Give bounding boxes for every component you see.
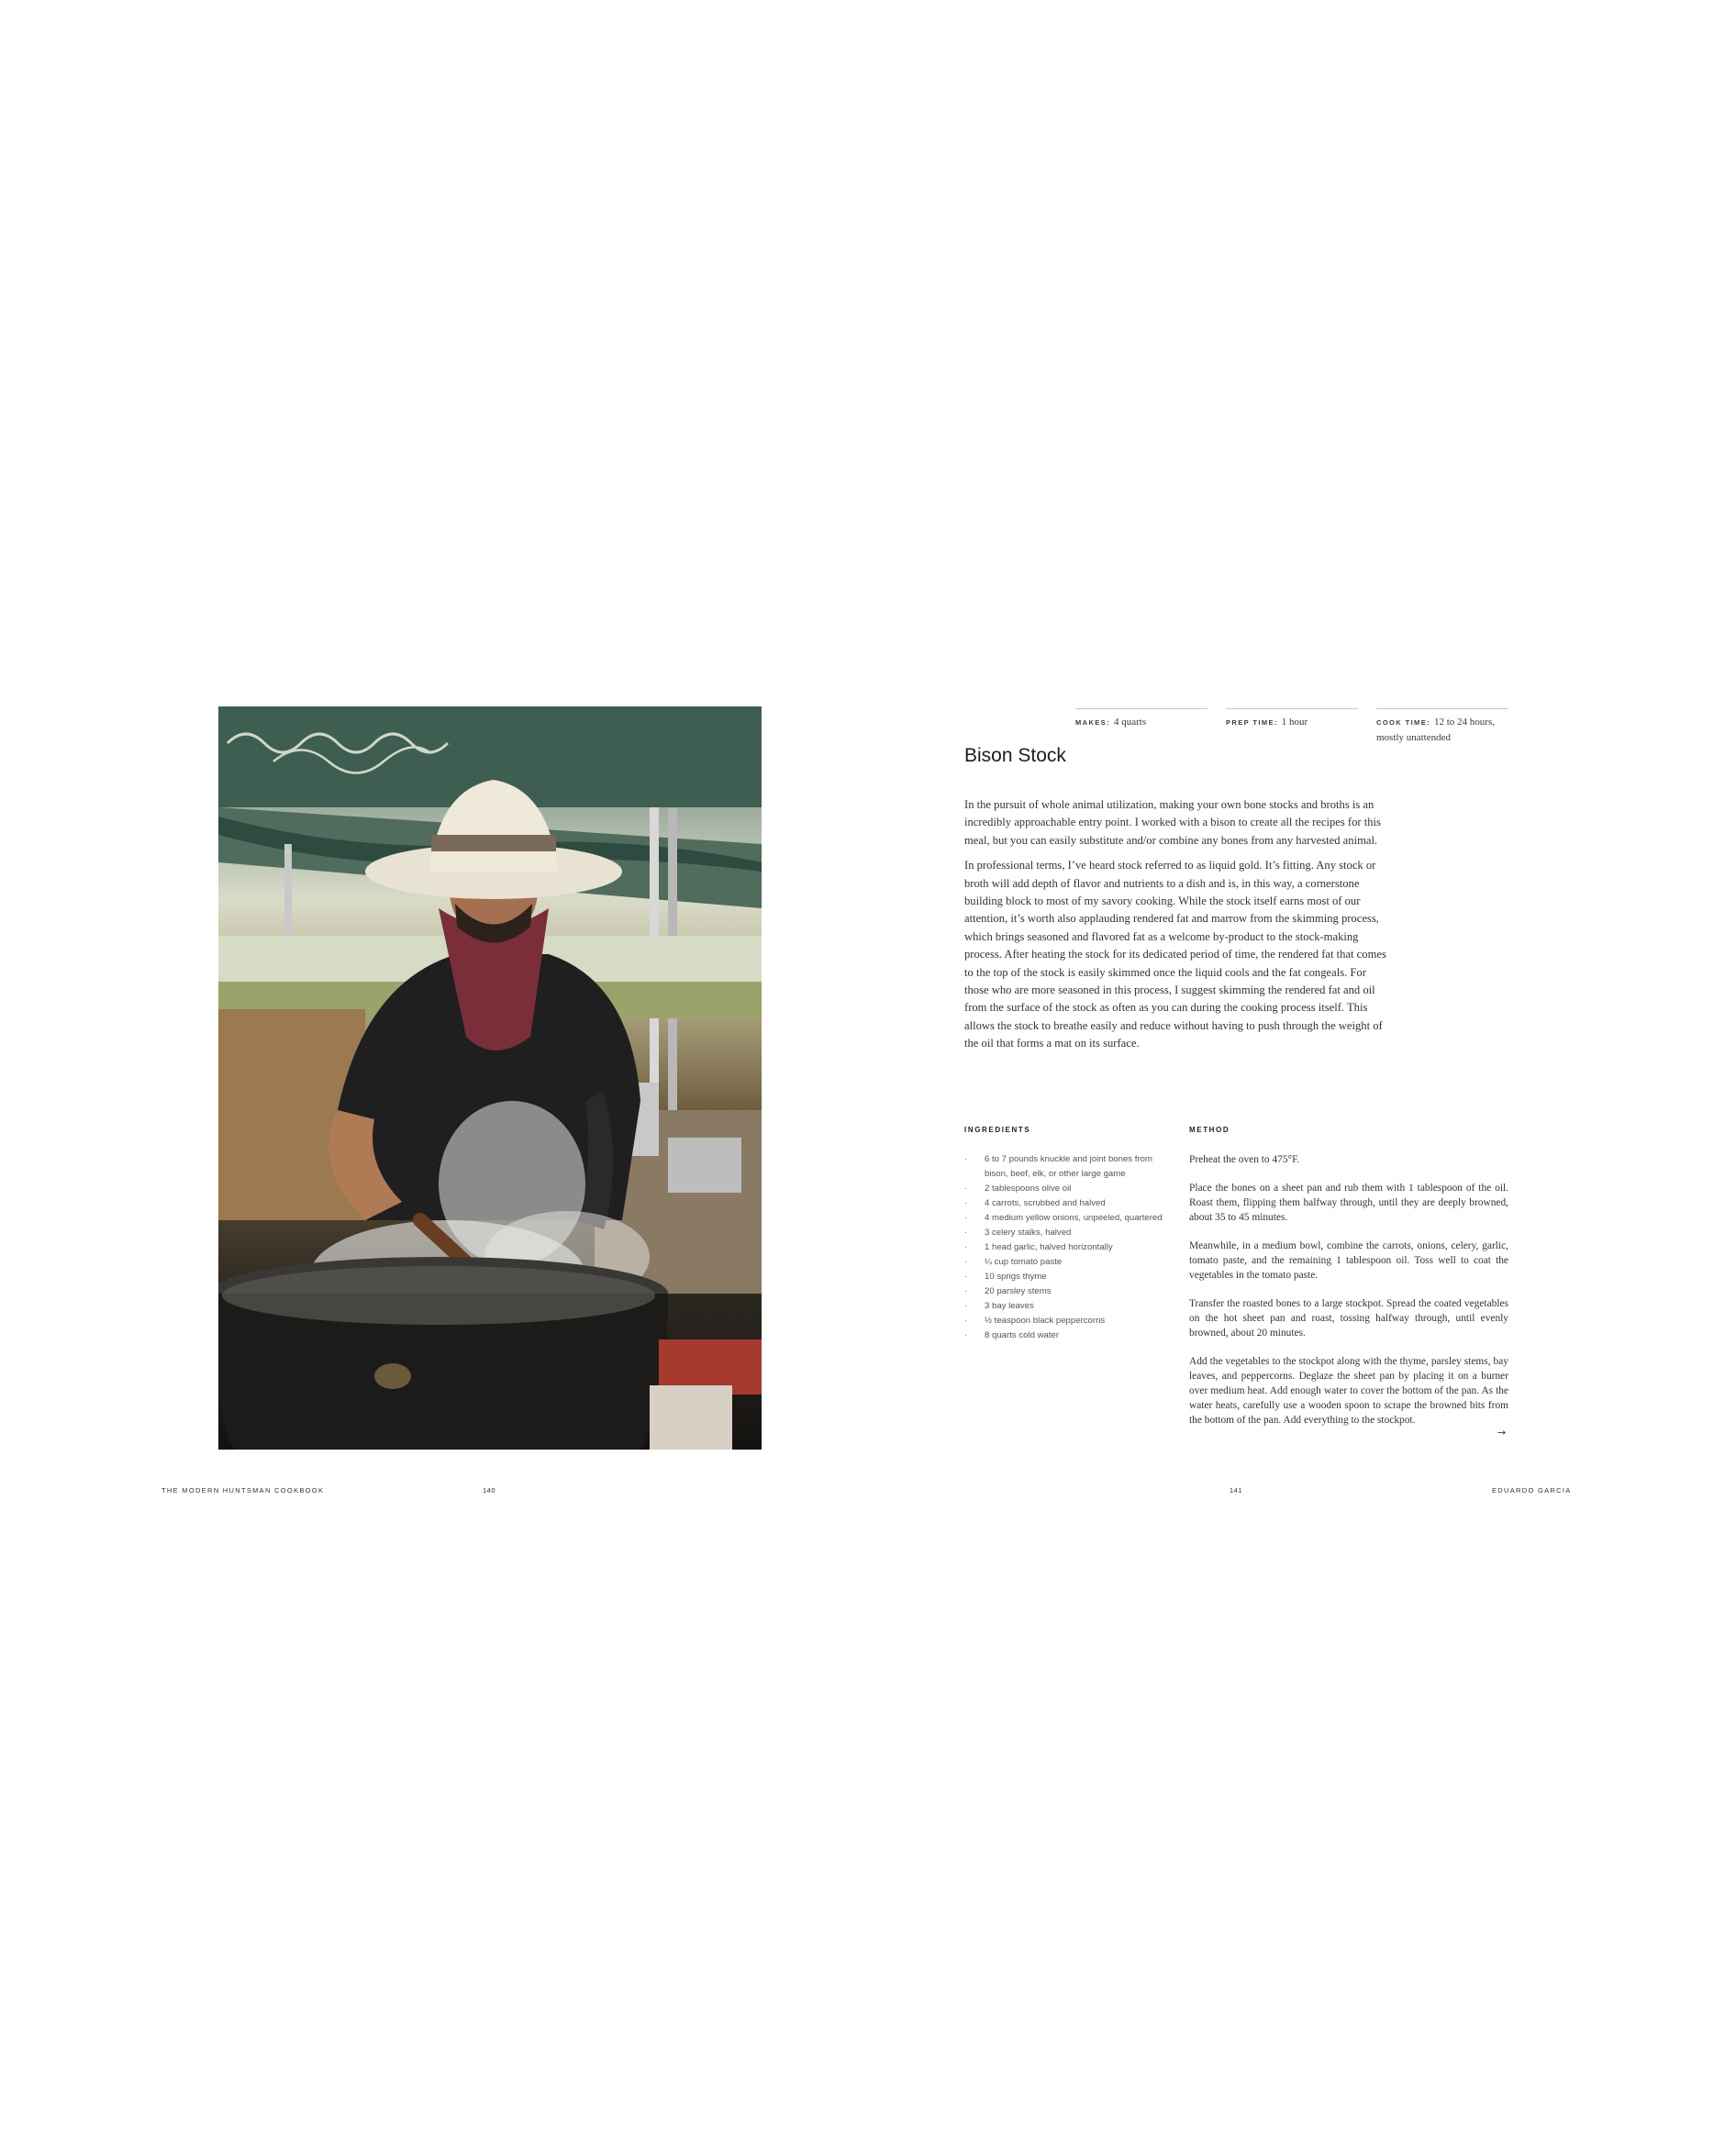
ingredients-list: [964, 1152, 1166, 1343]
method-step: Place the bones on a sheet pan and rub them with 1 tablespoon of the oil. Roast them, flipping them halfway through, until they are deeply browned, about 35 to 45 minutes.: [1189, 1183, 1508, 1223]
intro-paragraph-1: In the pursuit of whole animal utilization, making your own bone stocks and broths is an incredibly approachable entry point. I worked with a bison to create all the recipes for this meal, but you can easily substitute and/or combine any bones from any harvested animal.: [964, 798, 1381, 847]
makes-value: 4 quarts: [1113, 717, 1147, 728]
ingredient-item: · 3 celery stalks, halved: [964, 1226, 1166, 1240]
cook-time-info: [1376, 708, 1508, 745]
prep-time-label: PREP TIME:: [1226, 718, 1278, 727]
intro-paragraph-2: In professional terms, I’ve heard stock referred to as liquid gold. It’s fitting. Any stock or broth will add depth of flavor and nutrients to a dish and is, in this way, a cornerstone building block to most of my savory cooking. While the stock itself earns most of our attention, it’s worth also applauding rendered fat and marrow from the skimming process, which brings seasoned and flavored fat as a welcome by-product to the stock-making process. After heating the stock for its dedicated period of time, the rendered fat that comes to the top of the stock is easily skimmed once the liquid cools and the fat congeals. For those who are more seasoned in this process, I suggest skimming the rendered fat and oil from the surface of the stock as often as you can during the cooking process itself. This allows the stock to breathe easily and reduce without having to push through the weight of the oil that forms a mat on its surface.: [964, 859, 1386, 1050]
ingredient-item: · 4 carrots, scrubbed and halved: [964, 1196, 1166, 1211]
prep-time-info: [1226, 708, 1358, 730]
makes-label: MAKES:: [1075, 718, 1110, 727]
continue-arrow-icon: →: [1497, 1427, 1507, 1439]
ingredient-item: · ¼ cup tomato paste: [964, 1255, 1166, 1270]
ingredient-item: · 1 head garlic, halved horizontally: [964, 1240, 1166, 1255]
method-steps: [1189, 1152, 1508, 1441]
method-heading: METHOD: [1189, 1126, 1230, 1134]
photo-illustration: [218, 706, 762, 1450]
ingredient-item: · 20 parsley stems: [964, 1284, 1166, 1299]
method-step: Add the vegetables to the stockpot along with the thyme, parsley stems, bay leaves, and peppercorns. Deglaze the sheet pan by placing it on a burner over medium heat. Add enough water to cover the bottom of the pan. As the water heats, carefully use a wooden spoon to scrape the browned bits from the bottom of the pan. Add everything to the stockpot.: [1189, 1356, 1508, 1426]
cook-time-value: 12 to 24 hours, mostly unattended: [1376, 717, 1495, 743]
cook-time-label: COOK TIME:: [1376, 718, 1430, 727]
chef-cooking-photo: [218, 706, 762, 1450]
method-step: Meanwhile, in a medium bowl, combine the carrots, onions, celery, garlic, tomato paste, and the remaining 1 tablespoon oil. Toss well to coat the vegetables in the tomato paste.: [1189, 1240, 1508, 1281]
ingredients-heading: INGREDIENTS: [964, 1126, 1031, 1134]
method-step: Transfer the roasted bones to a large stockpot. Spread the coated vegetables on the hot sheet pan and roast, tossing halfway through, until evenly browned, about 20 minutes.: [1189, 1298, 1508, 1339]
ingredient-item: · 2 tablespoons olive oil: [964, 1182, 1166, 1196]
method-step: Preheat the oven to 475°F.: [1189, 1154, 1300, 1165]
footer-left-page-number: 140: [483, 1486, 496, 1495]
makes-info: [1075, 708, 1208, 730]
recipe-intro: [964, 796, 1392, 1061]
prep-time-value: 1 hour: [1281, 717, 1308, 728]
ingredient-item: · 8 quarts cold water: [964, 1328, 1166, 1343]
footer-book-title: THE MODERN HUNTSMAN COOKBOOK: [161, 1486, 325, 1495]
ingredient-item: · 3 bay leaves: [964, 1299, 1166, 1314]
ingredient-item: · 4 medium yellow onions, unpeeled, quartered: [964, 1211, 1166, 1226]
ingredient-item: · 10 sprigs thyme: [964, 1270, 1166, 1284]
ingredient-item: · ½ teaspoon black peppercorns: [964, 1314, 1166, 1328]
footer-right-page-number: 141: [1230, 1486, 1243, 1495]
recipe-title: Bison Stock: [964, 745, 1066, 766]
ingredient-item: · 6 to 7 pounds knuckle and joint bones from bison, beef, elk, or other large game: [964, 1152, 1166, 1182]
footer-author: EDUARDO GARCIA: [1492, 1486, 1572, 1495]
